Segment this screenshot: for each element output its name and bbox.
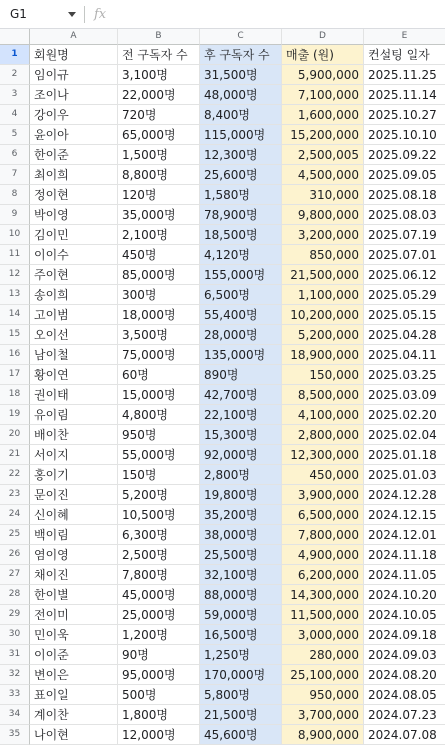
table-row	[0, 485, 445, 505]
cell-before-subscribers[interactable]: 85,000명	[118, 265, 200, 285]
cell-before-subscribers[interactable]: 300명	[118, 285, 200, 305]
cell-before-subscribers[interactable]: 60명	[118, 365, 200, 385]
table-row	[0, 325, 445, 345]
cell-member-name[interactable]: 백이림	[30, 525, 118, 545]
cell-member-name[interactable]: 박이영	[30, 205, 118, 225]
cell-consulting-date[interactable]: 2024.12.28	[364, 485, 445, 505]
table-row	[0, 545, 445, 565]
chevron-down-icon[interactable]	[68, 12, 76, 17]
cell-member-name[interactable]: 권이태	[30, 385, 118, 405]
header-row	[0, 45, 445, 65]
row-header[interactable]: 4	[0, 105, 30, 125]
column-header-a[interactable]: A	[30, 29, 118, 45]
cell-member-name[interactable]: 표이일	[30, 685, 118, 705]
row-header[interactable]: 3	[0, 85, 30, 105]
cell-revenue[interactable]: 8,900,000	[282, 725, 364, 745]
row-header[interactable]: 13	[0, 285, 30, 305]
table-row	[0, 625, 445, 645]
row-header[interactable]: 12	[0, 265, 30, 285]
cell-before-subscribers[interactable]: 65,000명	[118, 125, 200, 145]
cell-revenue[interactable]: 2,800,000	[282, 425, 364, 445]
cell-after-subscribers[interactable]: 35,200명	[200, 505, 282, 525]
cell-consulting-date[interactable]: 2025.10.27	[364, 105, 445, 125]
cell-after-subscribers[interactable]: 22,100명	[200, 405, 282, 425]
cell-before-subscribers[interactable]: 6,300명	[118, 525, 200, 545]
column-header-c[interactable]: C	[200, 29, 282, 45]
cell-revenue[interactable]: 150,000	[282, 365, 364, 385]
cell-revenue[interactable]: 3,900,000	[282, 485, 364, 505]
table-row	[0, 205, 445, 225]
cell-before-subscribers[interactable]: 4,800명	[118, 405, 200, 425]
cell-before-subscribers[interactable]: 90명	[118, 645, 200, 665]
cell-after-subscribers[interactable]: 16,500명	[200, 625, 282, 645]
cell-after-subscribers[interactable]: 18,500명	[200, 225, 282, 245]
table-row	[0, 405, 445, 425]
cell-before-subscribers[interactable]: 15,000명	[118, 385, 200, 405]
cell-before-subscribers[interactable]: 1,500명	[118, 145, 200, 165]
cell-before-subscribers[interactable]: 22,000명	[118, 85, 200, 105]
cell-after-subscribers[interactable]: 45,600명	[200, 725, 282, 745]
cell-revenue[interactable]: 11,500,000	[282, 605, 364, 625]
cell-after-subscribers[interactable]: 1,580명	[200, 185, 282, 205]
table-row	[0, 685, 445, 705]
cell-after-subscribers[interactable]: 155,000명	[200, 265, 282, 285]
row-header[interactable]: 23	[0, 485, 30, 505]
cell-revenue[interactable]: 12,300,000	[282, 445, 364, 465]
cell-consulting-date[interactable]: 2024.07.08	[364, 725, 445, 745]
cell-after-subscribers[interactable]: 21,500명	[200, 705, 282, 725]
cell-consulting-date[interactable]: 2024.12.15	[364, 505, 445, 525]
cell-before-subscribers[interactable]: 120명	[118, 185, 200, 205]
table-row	[0, 125, 445, 145]
cell-before-subscribers[interactable]: 45,000명	[118, 585, 200, 605]
row-header[interactable]: 11	[0, 245, 30, 265]
cell-member-name[interactable]: 계이찬	[30, 705, 118, 725]
table-row	[0, 645, 445, 665]
cell-revenue[interactable]: 6,500,000	[282, 505, 364, 525]
cell-consulting-date[interactable]: 2025.10.10	[364, 125, 445, 145]
cell-revenue[interactable]: 8,500,000	[282, 385, 364, 405]
cell-revenue[interactable]: 2,500,005	[282, 145, 364, 165]
table-row	[0, 585, 445, 605]
cell-revenue[interactable]: 4,900,000	[282, 545, 364, 565]
cell-revenue[interactable]: 950,000	[282, 685, 364, 705]
row-header[interactable]: 24	[0, 505, 30, 525]
cell-after-subscribers[interactable]: 6,500명	[200, 285, 282, 305]
table-row	[0, 725, 445, 745]
table-row	[0, 385, 445, 405]
row-header[interactable]: 1	[0, 45, 30, 65]
column-header-d[interactable]: D	[282, 29, 364, 45]
cell-after-subscribers[interactable]: 28,000명	[200, 325, 282, 345]
cell-member-name[interactable]: 나이현	[30, 725, 118, 745]
cell-consulting-date[interactable]: 2024.12.01	[364, 525, 445, 545]
cell-after-subscribers[interactable]: 31,500명	[200, 65, 282, 85]
cell-consulting-date[interactable]: 2025.07.01	[364, 245, 445, 265]
header-cell-after-subscribers[interactable]: 후 구독자 수	[200, 45, 282, 65]
cell-consulting-date[interactable]: 2025.11.25	[364, 65, 445, 85]
cell-consulting-date[interactable]: 2025.02.20	[364, 405, 445, 425]
table-row	[0, 565, 445, 585]
table-row	[0, 705, 445, 725]
cell-consulting-date[interactable]: 2024.09.03	[364, 645, 445, 665]
cell-revenue[interactable]: 15,200,000	[282, 125, 364, 145]
cell-member-name[interactable]: 한이별	[30, 585, 118, 605]
cell-member-name[interactable]: 송이희	[30, 285, 118, 305]
cell-before-subscribers[interactable]: 450명	[118, 245, 200, 265]
row-header[interactable]: 29	[0, 605, 30, 625]
cell-consulting-date[interactable]: 2024.08.05	[364, 685, 445, 705]
name-box[interactable]	[0, 0, 84, 28]
row-header[interactable]: 28	[0, 585, 30, 605]
cell-before-subscribers[interactable]: 1,200명	[118, 625, 200, 645]
header-cell-member-name[interactable]: 회원명	[30, 45, 118, 65]
table-row	[0, 65, 445, 85]
cell-before-subscribers[interactable]: 7,800명	[118, 565, 200, 585]
cell-revenue[interactable]: 3,000,000	[282, 625, 364, 645]
cell-before-subscribers[interactable]: 150명	[118, 465, 200, 485]
formula-input[interactable]	[106, 0, 445, 28]
cell-after-subscribers[interactable]: 25,600명	[200, 165, 282, 185]
header-cell-before-subscribers[interactable]: 전 구독자 수	[118, 45, 200, 65]
table-row	[0, 85, 445, 105]
table-row	[0, 665, 445, 685]
cell-before-subscribers[interactable]: 3,100명	[118, 65, 200, 85]
cell-consulting-date[interactable]: 2025.08.18	[364, 185, 445, 205]
cell-after-subscribers[interactable]: 12,300명	[200, 145, 282, 165]
cell-before-subscribers[interactable]: 3,500명	[118, 325, 200, 345]
spreadsheet-grid	[0, 29, 445, 745]
cell-member-name[interactable]: 오이선	[30, 325, 118, 345]
cell-after-subscribers[interactable]: 92,000명	[200, 445, 282, 465]
header-cell-revenue[interactable]: 매출 (원)	[282, 45, 364, 65]
table-row	[0, 305, 445, 325]
row-header[interactable]: 8	[0, 185, 30, 205]
cell-revenue[interactable]: 1,100,000	[282, 285, 364, 305]
cell-consulting-date[interactable]: 2025.01.03	[364, 465, 445, 485]
cell-before-subscribers[interactable]: 8,800명	[118, 165, 200, 185]
cell-after-subscribers[interactable]: 88,000명	[200, 585, 282, 605]
cell-consulting-date[interactable]: 2025.01.18	[364, 445, 445, 465]
row-header[interactable]: 31	[0, 645, 30, 665]
cell-consulting-date[interactable]: 2024.10.20	[364, 585, 445, 605]
table-row	[0, 165, 445, 185]
cell-member-name[interactable]: 이이수	[30, 245, 118, 265]
row-header[interactable]: 17	[0, 365, 30, 385]
cell-member-name[interactable]: 민이욱	[30, 625, 118, 645]
cell-revenue[interactable]: 4,100,000	[282, 405, 364, 425]
fx-icon: fx	[94, 6, 107, 22]
cell-member-name[interactable]: 김이민	[30, 225, 118, 245]
cell-after-subscribers[interactable]: 55,400명	[200, 305, 282, 325]
table-row	[0, 425, 445, 445]
table-row	[0, 225, 445, 245]
cell-revenue[interactable]: 850,000	[282, 245, 364, 265]
table-row	[0, 145, 445, 165]
row-header[interactable]: 20	[0, 425, 30, 445]
cell-member-name[interactable]: 주이현	[30, 265, 118, 285]
column-header-row	[0, 29, 445, 45]
row-header[interactable]: 25	[0, 525, 30, 545]
row-header[interactable]: 30	[0, 625, 30, 645]
table-row	[0, 505, 445, 525]
cell-revenue[interactable]: 3,200,000	[282, 225, 364, 245]
cell-revenue[interactable]: 3,700,000	[282, 705, 364, 725]
cell-after-subscribers[interactable]: 8,400명	[200, 105, 282, 125]
cell-member-name[interactable]: 서이지	[30, 445, 118, 465]
cell-member-name[interactable]: 전이미	[30, 605, 118, 625]
row-header[interactable]: 5	[0, 125, 30, 145]
cell-member-name[interactable]: 홍이기	[30, 465, 118, 485]
cell-revenue[interactable]: 10,200,000	[282, 305, 364, 325]
cell-member-name[interactable]: 임이규	[30, 65, 118, 85]
cell-after-subscribers[interactable]: 2,800명	[200, 465, 282, 485]
cell-before-subscribers[interactable]: 500명	[118, 685, 200, 705]
header-cell-consulting-date[interactable]: 컨설팅 일자	[364, 45, 445, 65]
cell-after-subscribers[interactable]: 890명	[200, 365, 282, 385]
cell-after-subscribers[interactable]: 135,000명	[200, 345, 282, 365]
cell-before-subscribers[interactable]: 18,000명	[118, 305, 200, 325]
cell-before-subscribers[interactable]: 5,200명	[118, 485, 200, 505]
cell-before-subscribers[interactable]: 720명	[118, 105, 200, 125]
row-header[interactable]: 6	[0, 145, 30, 165]
cell-after-subscribers[interactable]: 42,700명	[200, 385, 282, 405]
cell-member-name[interactable]: 한이준	[30, 145, 118, 165]
cell-before-subscribers[interactable]: 35,000명	[118, 205, 200, 225]
cell-after-subscribers[interactable]: 5,800명	[200, 685, 282, 705]
cell-revenue[interactable]: 5,900,000	[282, 65, 364, 85]
row-header[interactable]: 9	[0, 205, 30, 225]
row-header[interactable]: 7	[0, 165, 30, 185]
cell-revenue[interactable]: 4,500,000	[282, 165, 364, 185]
cell-consulting-date[interactable]: 2025.04.28	[364, 325, 445, 345]
cell-member-name[interactable]: 변이은	[30, 665, 118, 685]
row-header[interactable]: 27	[0, 565, 30, 585]
cell-member-name[interactable]: 채이진	[30, 565, 118, 585]
cell-revenue[interactable]: 1,600,000	[282, 105, 364, 125]
cell-before-subscribers[interactable]: 2,500명	[118, 545, 200, 565]
cell-member-name[interactable]: 문이진	[30, 485, 118, 505]
cell-after-subscribers[interactable]: 1,250명	[200, 645, 282, 665]
row-header[interactable]: 34	[0, 705, 30, 725]
cell-revenue[interactable]: 21,500,000	[282, 265, 364, 285]
row-header[interactable]: 26	[0, 545, 30, 565]
cell-revenue[interactable]: 25,100,000	[282, 665, 364, 685]
cell-consulting-date[interactable]: 2024.11.18	[364, 545, 445, 565]
cell-revenue[interactable]: 14,300,000	[282, 585, 364, 605]
table-row	[0, 285, 445, 305]
cell-before-subscribers[interactable]: 95,000명	[118, 665, 200, 685]
cell-after-subscribers[interactable]: 170,000명	[200, 665, 282, 685]
table-row	[0, 605, 445, 625]
row-header[interactable]: 14	[0, 305, 30, 325]
cell-member-name[interactable]: 고이범	[30, 305, 118, 325]
cell-before-subscribers[interactable]: 12,000명	[118, 725, 200, 745]
cell-revenue[interactable]: 280,000	[282, 645, 364, 665]
cell-consulting-date[interactable]: 2025.04.11	[364, 345, 445, 365]
row-header[interactable]: 15	[0, 325, 30, 345]
cell-after-subscribers[interactable]: 32,100명	[200, 565, 282, 585]
cell-consulting-date[interactable]: 2025.03.25	[364, 365, 445, 385]
cell-member-name[interactable]: 조이나	[30, 85, 118, 105]
cell-before-subscribers[interactable]: 75,000명	[118, 345, 200, 365]
cell-revenue[interactable]: 450,000	[282, 465, 364, 485]
cell-member-name[interactable]: 남이철	[30, 345, 118, 365]
cell-consulting-date[interactable]: 2025.03.09	[364, 385, 445, 405]
cell-member-name[interactable]: 강이우	[30, 105, 118, 125]
cell-member-name[interactable]: 이이준	[30, 645, 118, 665]
cell-revenue[interactable]: 6,200,000	[282, 565, 364, 585]
formula-bar	[0, 0, 445, 29]
cell-consulting-date[interactable]: 2025.06.12	[364, 265, 445, 285]
cell-before-subscribers[interactable]: 1,800명	[118, 705, 200, 725]
cell-consulting-date[interactable]: 2025.05.15	[364, 305, 445, 325]
cell-consulting-date[interactable]: 2025.05.29	[364, 285, 445, 305]
row-header[interactable]: 10	[0, 225, 30, 245]
cell-consulting-date[interactable]: 2024.11.05	[364, 565, 445, 585]
cell-consulting-date[interactable]: 2025.09.05	[364, 165, 445, 185]
cell-after-subscribers[interactable]: 38,000명	[200, 525, 282, 545]
select-all-corner[interactable]	[0, 29, 30, 45]
cell-member-name[interactable]: 윤이아	[30, 125, 118, 145]
row-header[interactable]: 22	[0, 465, 30, 485]
formula-bar-divider	[84, 6, 85, 23]
cell-after-subscribers[interactable]: 25,500명	[200, 545, 282, 565]
cell-after-subscribers[interactable]: 115,000명	[200, 125, 282, 145]
cell-consulting-date[interactable]: 2024.07.23	[364, 705, 445, 725]
table-row	[0, 365, 445, 385]
cell-consulting-date[interactable]: 2025.08.03	[364, 205, 445, 225]
table-row	[0, 345, 445, 365]
row-header[interactable]: 18	[0, 385, 30, 405]
cell-member-name[interactable]: 최이희	[30, 165, 118, 185]
cell-before-subscribers[interactable]: 55,000명	[118, 445, 200, 465]
cell-after-subscribers[interactable]: 19,800명	[200, 485, 282, 505]
cell-before-subscribers[interactable]: 950명	[118, 425, 200, 445]
cell-consulting-date[interactable]: 2025.07.19	[364, 225, 445, 245]
cell-after-subscribers[interactable]: 59,000명	[200, 605, 282, 625]
row-header[interactable]: 2	[0, 65, 30, 85]
row-header[interactable]: 19	[0, 405, 30, 425]
cell-revenue[interactable]: 310,000	[282, 185, 364, 205]
cell-member-name[interactable]: 염이영	[30, 545, 118, 565]
table-row	[0, 525, 445, 545]
row-header[interactable]: 16	[0, 345, 30, 365]
cell-consulting-date[interactable]: 2024.09.18	[364, 625, 445, 645]
cell-before-subscribers[interactable]: 2,100명	[118, 225, 200, 245]
column-header-b[interactable]: B	[118, 29, 200, 45]
cell-member-name[interactable]: 황이연	[30, 365, 118, 385]
cell-consulting-date[interactable]: 2025.02.04	[364, 425, 445, 445]
cell-consulting-date[interactable]: 2024.08.20	[364, 665, 445, 685]
row-header[interactable]: 33	[0, 685, 30, 705]
cell-after-subscribers[interactable]: 78,900명	[200, 205, 282, 225]
cell-consulting-date[interactable]: 2025.09.22	[364, 145, 445, 165]
cell-revenue[interactable]: 5,200,000	[282, 325, 364, 345]
name-box-value: G1	[10, 7, 27, 21]
row-header[interactable]: 21	[0, 445, 30, 465]
cell-revenue[interactable]: 7,800,000	[282, 525, 364, 545]
cell-before-subscribers[interactable]: 25,000명	[118, 605, 200, 625]
column-header-e[interactable]: E	[364, 29, 445, 45]
cell-after-subscribers[interactable]: 48,000명	[200, 85, 282, 105]
cell-before-subscribers[interactable]: 10,500명	[118, 505, 200, 525]
table-row	[0, 245, 445, 265]
cell-revenue[interactable]: 7,100,000	[282, 85, 364, 105]
cell-revenue[interactable]: 9,800,000	[282, 205, 364, 225]
table-row	[0, 465, 445, 485]
cell-member-name[interactable]: 신이혜	[30, 505, 118, 525]
table-row	[0, 445, 445, 465]
cell-member-name[interactable]: 유이림	[30, 405, 118, 425]
table-row	[0, 105, 445, 125]
cell-consulting-date[interactable]: 2025.11.14	[364, 85, 445, 105]
cell-member-name[interactable]: 배이찬	[30, 425, 118, 445]
row-header[interactable]: 32	[0, 665, 30, 685]
row-header[interactable]: 35	[0, 725, 30, 745]
cell-after-subscribers[interactable]: 15,300명	[200, 425, 282, 445]
cell-after-subscribers[interactable]: 4,120명	[200, 245, 282, 265]
table-row	[0, 185, 445, 205]
cell-member-name[interactable]: 정이현	[30, 185, 118, 205]
cell-consulting-date[interactable]: 2024.10.05	[364, 605, 445, 625]
cell-revenue[interactable]: 18,900,000	[282, 345, 364, 365]
table-row	[0, 265, 445, 285]
